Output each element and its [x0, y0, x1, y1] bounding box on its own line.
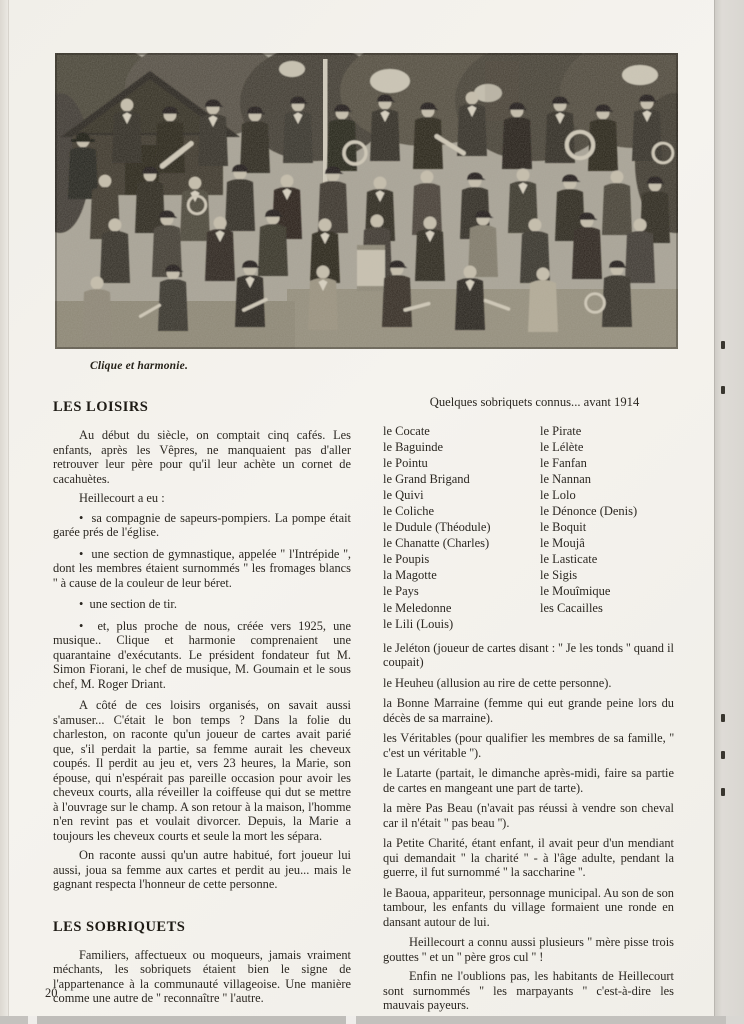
paragraph-sobriquets: Familiers, affectueux ou moqueurs, jamais vraiment méchants, les sobriquets étaient bien le signe de l'appartenance à la communauté villageoise. Une manière comme une autre de '' reconnaître '' l'autre.: [53, 947, 351, 1005]
sobriquet-definition: le Latarte (partait, le dimanche après-midi, faire sa partie de cartes en mangeant une part de tarte).: [383, 766, 674, 795]
page-number: 20: [45, 986, 58, 1000]
nickname-item: le Cocate: [383, 423, 430, 438]
paragraph-joueur: On raconte aussi qu'un autre habitué, fort joueur lui aussi, joua sa femme aux cartes et perdit au jeu... mais le gagnant respecta l'honneur de cette personne.: [53, 848, 351, 891]
nickname-item: le Fanfan: [540, 455, 587, 470]
nickname-item: la Magotte: [383, 568, 437, 583]
bullet-item: • sa compagnie de sapeurs-pompiers. La pompe était garée prés de l'église.: [53, 511, 351, 540]
binding-stitch-mark: [721, 751, 725, 759]
closing-paragraph: Heillecourt a connu aussi plusieurs '' mère pisse trois gouttes '' et un '' père gros cul '' !: [383, 935, 674, 964]
nickname-item: le Moujâ: [540, 536, 585, 551]
nickname-item: le Baguinde: [383, 439, 444, 454]
nickname-item: le Coliche: [383, 503, 435, 518]
section-heading-sobriquets: LES SOBRIQUETS: [53, 918, 186, 935]
photo-grain-overlay: [55, 53, 678, 349]
nickname-item: le Quivi: [383, 487, 424, 502]
sobriquet-definition: le Baoua, appariteur, personnage municipal. Au son de son tambour, les enfants du village formaient une ronde en dansant autour de lui.: [383, 885, 674, 929]
nickname-definitions: [383, 641, 674, 930]
sobriquet-definition: les Véritables (pour qualifier les membres de sa famille, '' c'est un véritable '').: [383, 731, 674, 760]
nickname-column-2: [540, 423, 674, 632]
sobriquet-definition: la mère Pas Beau (n'avait pas réussi à vendre son cheval car il n'était '' pas beau '').: [383, 801, 674, 830]
group-photo-illustration: [55, 53, 678, 349]
binding-stitch-mark: [721, 341, 725, 349]
right-column: [383, 395, 674, 1018]
closing-paragraphs: [383, 935, 674, 1013]
nickname-item: le Chanatte (Charles): [383, 536, 490, 551]
photo-caption: Clique et harmonie.: [90, 360, 189, 372]
group-photo: [55, 53, 678, 349]
nickname-item: le Lélète: [540, 439, 584, 454]
nickname-item: le Lolo: [540, 487, 576, 502]
paragraph-intro: Au début du siècle, on comptait cinq cafés. Les enfants, après les Vêpres, ne manquaient pas d'aller retrouver leur père pour qu'il leur achète un cornet de cacahuètes.: [53, 428, 351, 486]
sobriquet-definition: la Bonne Marraine (femme qui eut grande peine lors du décès de sa marraine).: [383, 696, 674, 725]
nicknames-heading: Quelques sobriquets connus... avant 1914: [429, 395, 640, 409]
bullet-item: • une section de gymnastique, appelée '' l'Intrépide '', dont les membres étaient surnommés '' les fromages blancs '' à cause de la couleur de leur béret.: [53, 547, 351, 591]
paragraph-charleston: A côté de ces loisirs organisés, on savait aussi s'amuser... C'était le bon temps ? Dans la folie du charleston, on raconte qu'un joueur de cartes avait parié que, s'il perdait la partie, sa femme aurait les cheveux coupés. Il perdit au jeu et, vers 23 heures, la Marie, son épouse, qui n'espérait pas pareille occasion pour avoir les cheveux courts, alla réveiller la coiffeuse qui dut se mettre à l'ouvrage sur le champ. A son retour à la maison, l'homme n'en revint pas et voulait divorcer. Depuis, la Marie a toujours les cheveux courts et seule la mort les sépara.: [53, 698, 351, 843]
nickname-item: le Meledonne: [383, 600, 452, 615]
nickname-column-1: [383, 423, 540, 632]
binding-stitch-mark: [721, 788, 725, 796]
nickname-item: le Poupis: [383, 552, 430, 567]
nickname-item: le Pirate: [540, 423, 582, 438]
nickname-item: le Dénonce (Denis): [540, 503, 638, 518]
nickname-item: le Nannan: [540, 471, 592, 486]
left-column: [53, 399, 351, 1011]
nickname-item: le Lili (Louis): [383, 616, 454, 631]
sobriquet-definition: le Heuheu (allusion au rire de cette personne).: [383, 675, 612, 690]
nickname-item: le Grand Brigand: [383, 471, 470, 486]
nickname-item: le Boquit: [540, 520, 587, 535]
closing-paragraph: Enfin ne l'oublions pas, les habitants de Heillecourt sont surnommés '' les marpayants '' c'est-à-dire les mauvais payeurs.: [383, 969, 674, 1013]
page-left-edge: [0, 0, 9, 1024]
page-bottom-shadow: [0, 1016, 744, 1024]
nickname-item: les Cacailles: [540, 600, 603, 615]
nickname-item: le Sigis: [540, 568, 578, 583]
binding-stitch-mark: [721, 386, 725, 394]
adjacent-page-edge: [714, 0, 744, 1024]
nickname-item: le Mouîmique: [540, 584, 611, 599]
bullet-list: [53, 511, 351, 692]
binding-stitch-mark: [721, 714, 725, 722]
nickname-columns: [383, 423, 674, 632]
sobriquet-definition: la Petite Charité, étant enfant, il avait peur d'un mendiant qui demandait '' la charité '' - à l'âge adulte, pendant la guerre, il fut surnommé '' la saccharine ''.: [383, 836, 674, 880]
sobriquet-definition: le Jeléton (joueur de cartes disant : '' Je les tonds '' quand il coupait): [383, 640, 674, 670]
nickname-item: le Pointu: [383, 455, 428, 470]
paragraph-heillecourt: Heillecourt a eu :: [79, 491, 165, 505]
nickname-item: le Lasticate: [540, 552, 598, 567]
nickname-item: le Pays: [383, 584, 419, 599]
nickname-item: le Dudule (Théodule): [383, 520, 491, 535]
bullet-item: • une section de tir.: [53, 597, 351, 612]
bullet-item: • et, plus proche de nous, créée vers 1925, une musique.. Clique et harmonie comprenaient une quarantaine d'exécutants. Le président fondateur fut M. Simon Fiorani, le chef de musique, M. Goumain et le sous chef, M. Roger Driant.: [53, 619, 351, 692]
section-heading-loisirs: LES LOISIRS: [53, 399, 149, 415]
